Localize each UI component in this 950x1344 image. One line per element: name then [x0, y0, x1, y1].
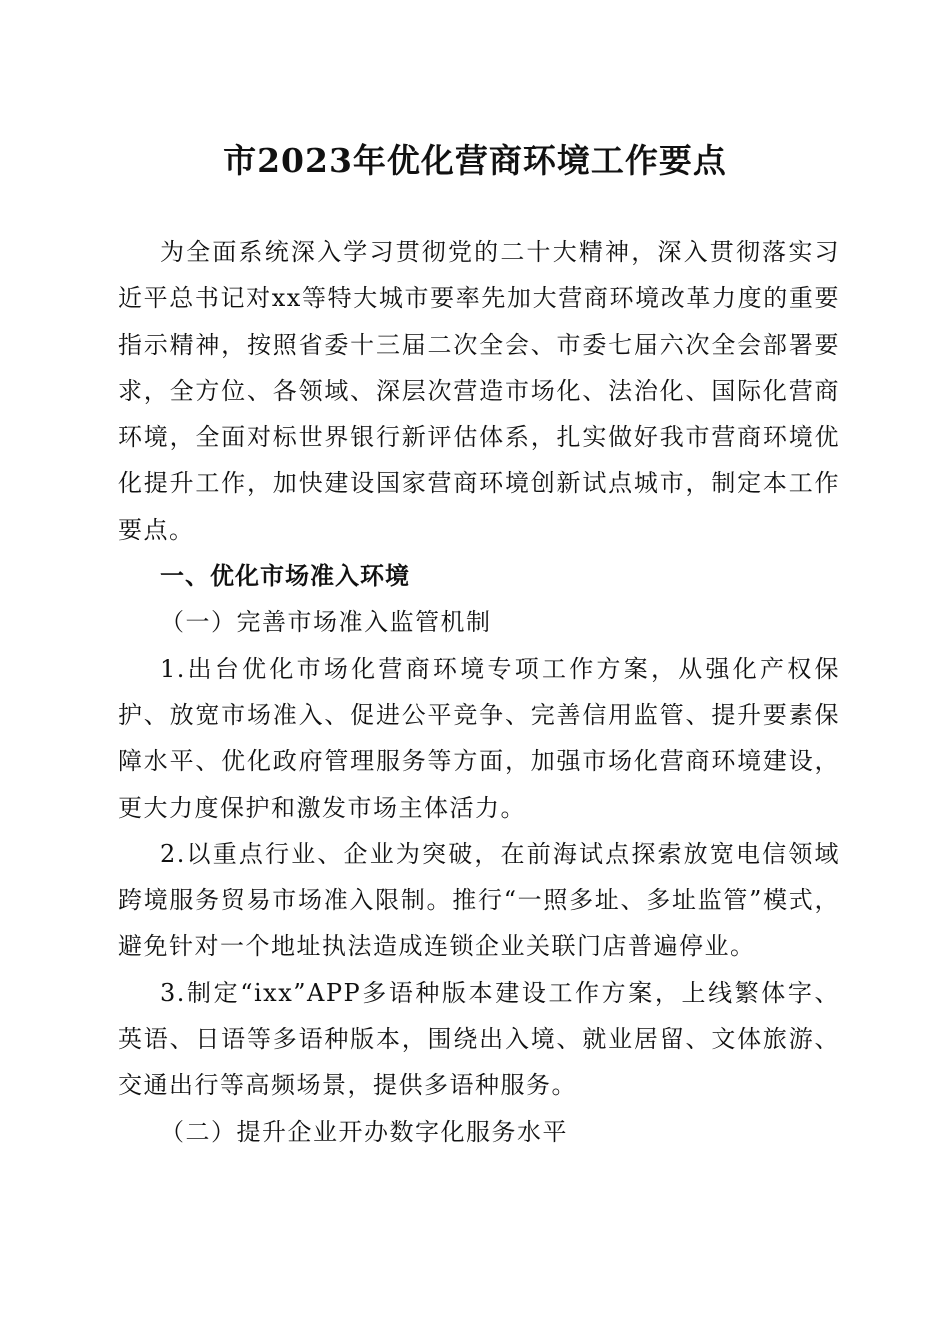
- document-body: [118, 229, 840, 1155]
- subsection-1-heading: （一）完善市场准入监管机制: [160, 608, 492, 637]
- item-2-paragraph: 2.以重点行业、企业为突破，在前海试点探索放宽电信领域跨境服务贸易市场准入限制。推行“一照多址、多址监管”模式，避免针对一个地址执法造成连锁企业关联门店普遍停业。: [118, 839, 840, 961]
- intro-paragraph: 为全面系统深入学习贯彻党的二十大精神，深入贯彻落实习近平总书记对xx等特大城市要率先加大营商环境改革力度的重要指示精神，按照省委十三届二次全会、市委七届六次全会部署要求，全方位、各领域、深层次营造市场化、法治化、国际化营商环境，全面对标世界银行新评估体系，扎实做好我市营商环境优化提升工作，加快建设国家营商环境创新试点城市，制定本工作要点。: [118, 238, 840, 544]
- subsection-2-heading: （二）提升企业开办数字化服务水平: [160, 1117, 568, 1146]
- section-1-heading: 一、优化市场准入环境: [160, 562, 410, 591]
- document-title: 市2023年优化营商环境工作要点: [223, 141, 727, 180]
- item-3-paragraph: 3.制定“ixx”APP多语种版本建设工作方案，上线繁体字、英语、日语等多语种版本，围绕出入境、就业居留、文体旅游、交通出行等高频场景，提供多语种服务。: [118, 978, 840, 1100]
- item-1-paragraph: 1.出台优化市场化营商环境专项工作方案，从强化产权保护、放宽市场准入、促进公平竞争、完善信用监管、提升要素保障水平、优化政府管理服务等方面，加强市场化营商环境建设，更大力度保护和激发市场主体活力。: [118, 654, 840, 822]
